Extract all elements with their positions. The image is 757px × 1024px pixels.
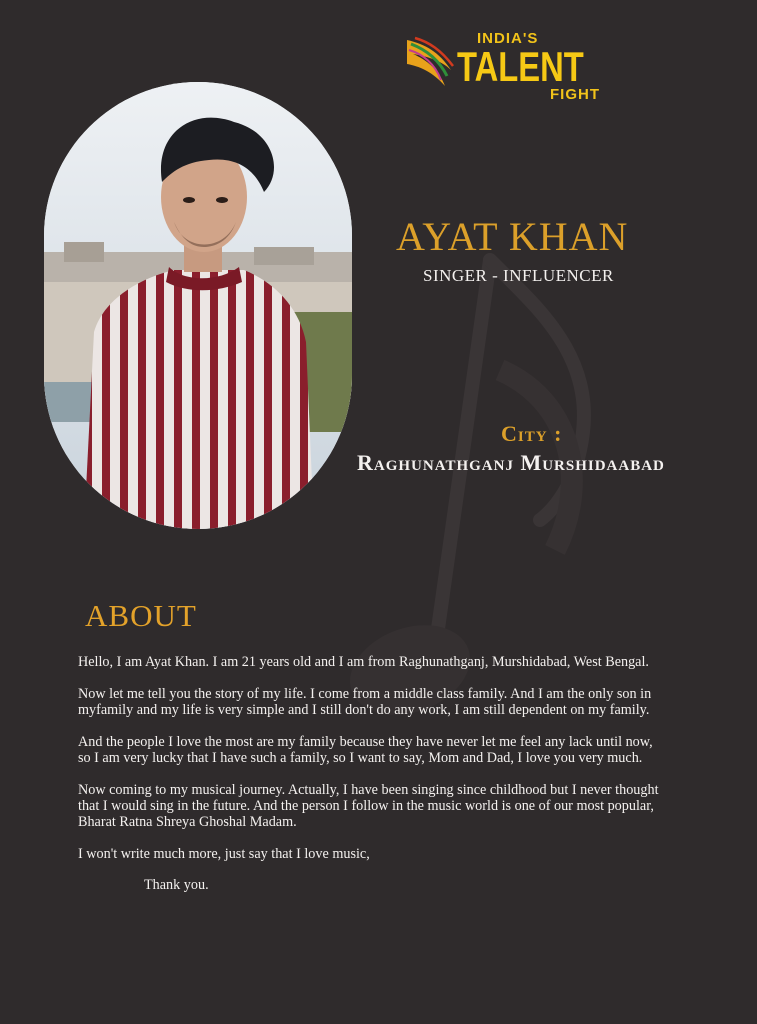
logo-line-3: FIGHT — [550, 86, 600, 103]
indias-talent-fight-logo — [405, 28, 605, 108]
person-role: SINGER - INFLUENCER — [423, 266, 614, 285]
about-paragraph: And the people I love the most are my family because they have never let me feel any lack until now, so I am very lucky that I have such a family, so I want to say, Mom and Dad, I love you very much. — [78, 734, 653, 766]
person-name: AYAT KHAN — [396, 214, 629, 259]
closing-text: Thank you. — [144, 877, 209, 893]
logo-line-1: INDIA'S — [477, 30, 539, 47]
about-text — [78, 654, 718, 909]
profile-photo — [44, 82, 352, 529]
about-heading: ABOUT — [85, 598, 197, 633]
logo-line-2: TALENT — [457, 43, 584, 90]
city-label: City : — [501, 421, 563, 446]
about-paragraph: Hello, I am Ayat Khan. I am 21 years old and I am from Raghunathganj, Murshidabad, West Bengal. — [78, 654, 649, 670]
about-paragraph: Now let me tell you the story of my life. I come from a middle class family. And I am the only son in myfamily and my life is very simple and I still don't do any work, I am still dependent on my family. — [78, 686, 652, 718]
about-paragraph: Now coming to my musical journey. Actually, I have been singing since childhood but I never thought that I would sing in the future. And the person I follow in the music world is one of our most popular, Bharat Ratna Shreya Ghoshal Madam. — [78, 782, 659, 830]
city-value: Raghunathganj Murshidaabad — [357, 450, 665, 475]
about-paragraph: I won't write much more, just say that I love music, — [78, 846, 370, 862]
